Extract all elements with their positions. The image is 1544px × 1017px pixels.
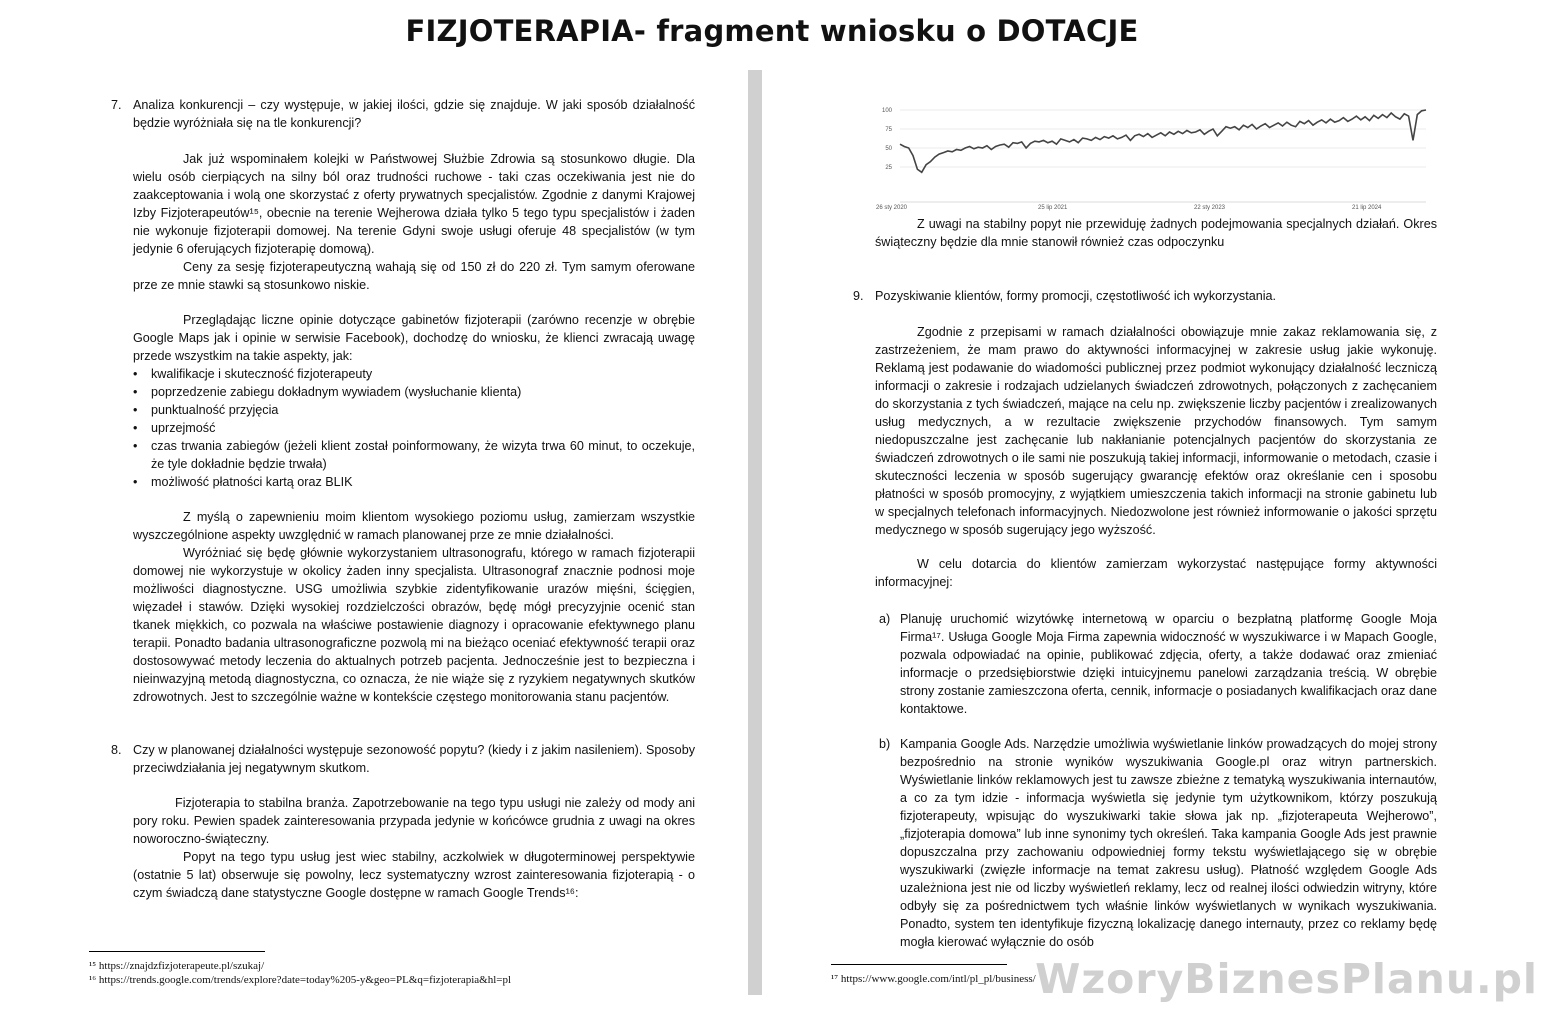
y-tick-label: 50 — [885, 146, 892, 152]
question-9: Pozyskiwanie klientów, formy promocji, częstotliwość ich wykorzystania. — [875, 289, 1277, 303]
paragraph-competition: Jak już wspominałem kolejki w Państwowej Służbie Zdrowia są stosunkowo długie. Dla wielu osób cierpiących na silny ból oraz trudności ruchowe - taki czas oczekiwania jest nie do zaakceptowania i wolą one skorzystać z oferty prywatnych specjalistów. Zgodnie z danymi Krajowej Izby Fizjoterapeutów¹⁵, obecnie na terenie Wejherowa działa tylko 5 tego typu specjalistów i żaden nie wykonuje fizjoterapii domowej. Na terenie Gdyni swoje usługi oferuje 48 specjalistów (w tym jedynie 6 oferujących fizjoterapię domową). — [133, 152, 695, 256]
list-item: • możliwość płatności kartą oraz BLIK — [141, 473, 695, 491]
footnote-17: ¹⁷ https://www.google.com/intl/pl_pl/business/ — [831, 973, 1036, 985]
question-8-number: 8. — [111, 743, 122, 757]
list-item: • uprzejmość — [141, 419, 695, 437]
footnote-16: ¹⁶ https://trends.google.com/trends/explore?date=today%205-y&geo=PL&q=fizjoterapia&hl=pl — [89, 974, 512, 986]
left-paragraph-block-4 — [133, 794, 695, 902]
paragraph-regulations: Zgodnie z przepisami w ramach działalności obowiązuje mnie zakaz reklamowania się, z zastrzeżeniem, że mam prawo do aktywności informacyjnej w zakresie usług jakie wykonuję. Reklamą jest podawanie do wiadomości publicznej przez podmiot wykonujący działalność leczniczą informacji o zakresie i rodzajach udzielanych świadczeń zdrowotnych, połączonych z zachęcaniem do skorzystania z tych świadczeń, mające na celu np. zwiększenie liczby pacjentów i zrealizowanych usług medycznych, a w rezultacie zwiększenie przychodów finansowych. Tym samym niedopuszczalne jest zachęcanie lub nakłanianie potencjalnych pacjentów do skorzystania ze świadczeń zdrowotnych o ile sami nie poszukują takiej informacji, informowanie o metodach, czasie i skuteczności leczenia w sposób sugerujący gwarancję efektów oraz określanie cen i sposobu płatności w sposób promocyjny, z wyjątkiem umieszczenia takich informacji na stronie gabinetu lub w specjalnych telefonach informacyjnych. Niedozwolone jest również informowanie o jakości sprzętu medycznego w sposób sugerujący jego wyższość. — [875, 325, 1437, 537]
x-tick-label: 25 lip 2021 — [1038, 205, 1068, 211]
list-item: • poprzedzenie zabiegu dokładnym wywiadem (wysłuchanie klienta) — [141, 383, 695, 401]
paragraph-forms-intro — [875, 555, 1437, 591]
question-8: Czy w planowanej działalności występuje sezonowość popytu? (kiedy i z jakim nasileniem). Sposoby przeciwdziałania jej negatywnym skutkom. — [133, 743, 695, 775]
aspects-list — [133, 365, 695, 491]
paragraph-advertising-law — [875, 323, 1437, 539]
item-b-label: b) — [879, 737, 891, 751]
paragraph-forms: W celu dotarcia do klientów zamierzam wykorzystać następujące formy aktywności informacyjnej: — [875, 557, 1437, 589]
paragraph-opinions: Przeglądając liczne opinie dotyczące gabinetów fizjoterapii (zarówno recenzje w obrębie Google Maps jak i opinie w serwisie Facebook), dochodzę do wniosku, że klienci zwracają uwagę przede wszystkim na takie aspekty, jak: — [133, 313, 695, 363]
footnote-rule-right — [831, 964, 1007, 965]
item-b-google-ads: Kampania Google Ads. Narzędzie umożliwia wyświetlanie linków prowadzących do mojej strony bezpośrednio na stronie wyników wyszukiwania Google.pl oraz witryn partnerskich. Wyświetlanie linków reklamowych jest tu zawsze zbieżne z tematyką wyszukiwania internautów, a co za tym idzie - informacja wyświetla się jedynie tym użytkownikom, którzy poszukują fizjoterapeuty, wpisując do wyszukiwarki takie słowa jak np. „fizjoterapeuta Wejherowo”, „fizjoterapia domowa” lub inne synonimy tych określeń. Taka kampania Google Ads jest prawnie dopuszczalna przy zachowaniu odpowiedniej formy tekstu wyświetlającego się w obrębie wyszukiwarki (zwięzłe informacje na temat zakresu usług). Płatność względem Google Ads uzależniona jest nie od liczby wyświetleń reklamy, lecz od realnej ilości odwiedzin witryny, które odbyły się za pośrednictwem tych właśnie linków wyświetlanych w wynikach wyszukiwania. Ponadto, system ten identyfikuje fizyczną lokalizację danego internauty, przez co reklamy będę mogła kierować wyłącznie do osób — [900, 737, 1437, 949]
google-trends-chart — [872, 98, 1438, 212]
page-gutter — [748, 70, 762, 995]
paragraph-demand: Popyt na tego typu usług jest wiec stabilny, aczkolwiek w długoterminowej perspektywie (ostatnie 5 lat) obserwuje się powolny, lecz systematyczny wzrost zainteresowania fizjoterapią - o czym świadczą dane statystyczne Google dostępne w ramach Google Trends¹⁶: — [133, 850, 695, 900]
x-tick-label: 26 sty 2020 — [876, 205, 908, 211]
item-a-label: a) — [879, 612, 891, 626]
left-paragraph-block-2 — [133, 311, 695, 491]
question-7-number: 7. — [111, 98, 122, 112]
footnote-rule-left — [89, 951, 265, 952]
paragraph-service-quality: Z myślą o zapewnieniu moim klientom wysokiego poziomu usług, zamierzam wszystkie wyszczególnione aspekty uwzględnić w ramach planowanej prze ze mnie działalności. — [133, 510, 695, 542]
left-paragraph-block-3 — [133, 508, 695, 706]
watermark-logo: WzoryBiznesPlanu.pl — [1035, 955, 1538, 1003]
footnote-15: ¹⁵ https://znajdzfizjoterapeute.pl/szukaj/ — [89, 960, 265, 972]
left-paragraph-block-1 — [133, 150, 695, 294]
paragraph-no-actions — [875, 215, 1437, 251]
x-tick-label: 22 sty 2023 — [1194, 205, 1226, 211]
question-9-number: 9. — [853, 289, 864, 303]
paragraph-prices: Ceny za sesję fizjoterapeutyczną wahają się od 150 zł do 220 zł. Tym samym oferowane prze ze mnie stawki są stosunkowo niskie. — [133, 260, 695, 292]
list-item: • kwalifikacje i skuteczność fizjoterapeuty — [141, 365, 695, 383]
question-7: Analiza konkurencji – czy występuje, w jakiej ilości, gdzie się znajduje. W jaki sposób działalność będzie wyróżniała się na tle konkurencji? — [133, 98, 695, 130]
y-tick-label: 25 — [885, 165, 892, 171]
paragraph-stable-industry: Fizjoterapia to stabilna branża. Zapotrzebowanie na tego typu usługi nie zależy od mody ani pory roku. Pewien spadek zainteresowania przypada jedynie w końcówce grudnia z uwagi na okres noworoczno-świąteczny. — [133, 796, 695, 846]
list-item: • czas trwania zabiegów (jeżeli klient został poinformowany, że wizyta trwa 60 minut, to oczekuje, że tyle dokładnie będzie trwała) — [141, 437, 695, 473]
page-title: FIZJOTERAPIA- fragment wniosku o DOTACJE — [405, 14, 1139, 48]
y-tick-label: 75 — [885, 127, 892, 133]
x-tick-label: 21 lip 2024 — [1352, 205, 1382, 211]
trend-series-line — [900, 110, 1426, 172]
paragraph-ultrasound: Wyróżniać się będę głównie wykorzystaniem ultrasonografu, którego w ramach fizjoterapii domowej nie wykorzystuje w okolicy żaden inny specjalista. Ultrasonograf znacznie podnosi moje możliwości diagnostyczne. USG umożliwia szybkie zidentyfikowanie urazów mięśni, ścięgien, więzadeł i stawów. Dzięki wysokiej rozdzielczości obrazów, będę mógł precyzyjnie ocenić stan tkanek miękkich, co pozwala na właściwe postawienie diagnozy i opracowanie efektywnego planu terapii. Ponadto badania ultrasonograficzne pozwolą mi na bieżąco oceniać efektywność terapii oraz dostosowywać metody leczenia do aktualnych potrzeb pacjenta. Jednocześnie jest to bezpieczna i nieinwazyjną metodą diagnostyczna, co oznacza, że nie wiąże się z ryzykiem negatywnych skutków zdrowotnych. Jest to szczególnie ważne w kontekście częstego monitorowania stanu pacjentów. — [133, 546, 695, 704]
list-item: • punktualność przyjęcia — [141, 401, 695, 419]
paragraph-holiday: Z uwagi na stabilny popyt nie przewiduję żadnych podejmowania specjalnych działań. Okres świąteczny będzie dla mnie stanowił również czas odpoczynku — [875, 217, 1437, 249]
item-a-google-my-business: Planuję uruchomić wizytówkę internetową w oparciu o bezpłatną platformę Google Moja Firma¹⁷. Usługa Google Moja Firma zapewnia widoczność w wyszukiwarce i w Mapach Google, pozwala odpowiadać na opinie, publikować zdjęcia, oferty, a także dodawać oraz zmieniać informacje o przedsiębiorstwie dzięki intuicyjnemu panelowi zarządzania treścią. W obrębie strony zostanie zamieszczona oferta, cennik, informacje o posiadanych kwalifikacjach oraz dane kontaktowe. — [900, 612, 1437, 716]
y-tick-label: 100 — [881, 108, 892, 114]
